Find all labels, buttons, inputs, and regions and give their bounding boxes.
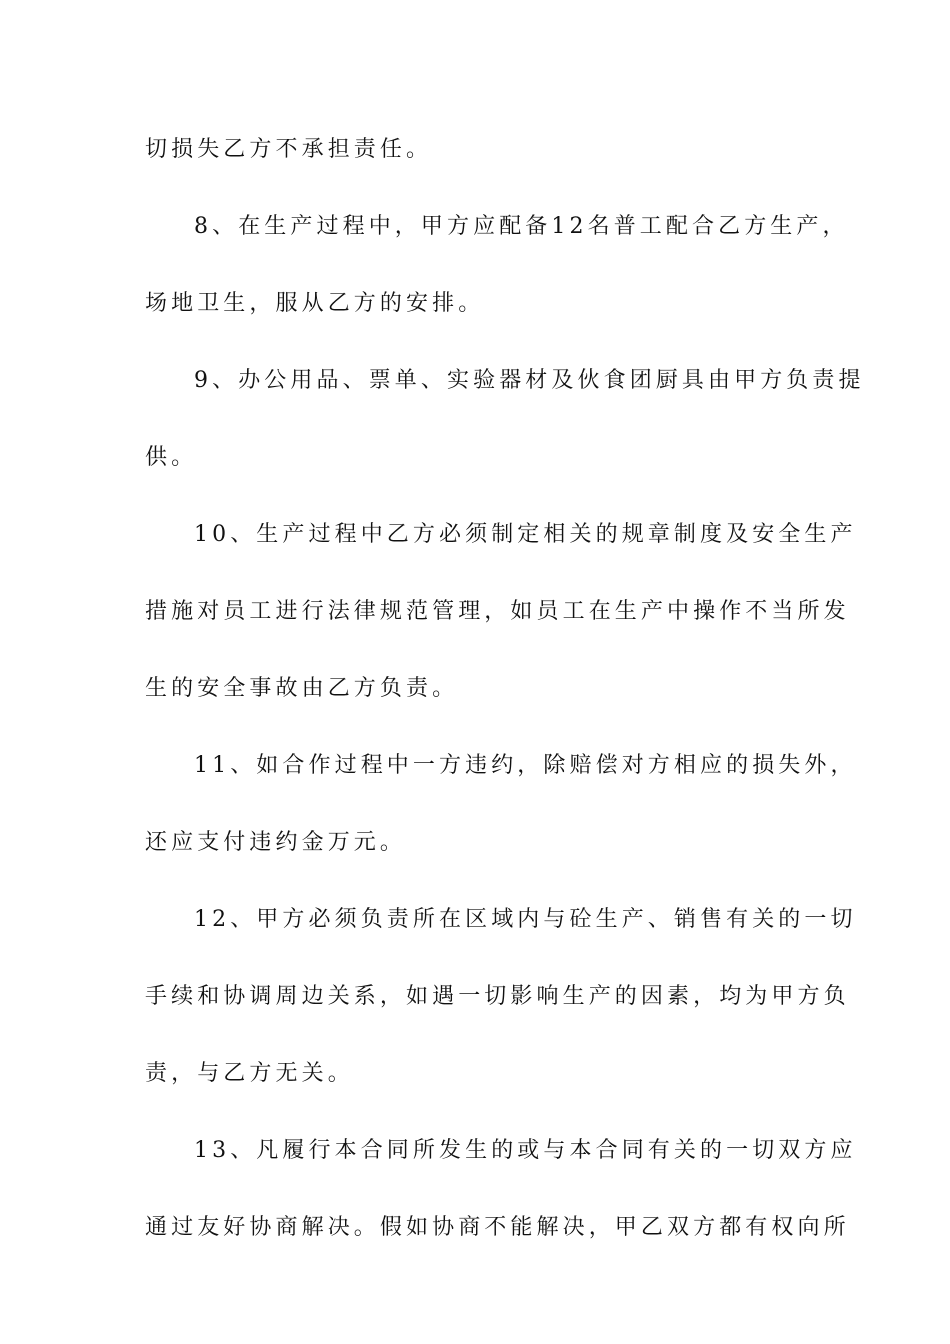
clause-12-line-1: 12、甲方必须负责所在区域内与砼生产、销售有关的一切	[194, 907, 857, 932]
clause-13-line-1: 13、凡履行本合同所发生的或与本合同有关的一切双方应	[194, 1138, 857, 1163]
clause-10-line-3: 生的安全事故由乙方负责。	[145, 676, 459, 701]
clause-11-line-1: 11、如合作过程中一方违约，除赔偿对方相应的损失外，	[194, 753, 857, 778]
clause-13-line-2: 通过友好协商解决。假如协商不能解决，甲乙双方都有权向所	[145, 1215, 850, 1240]
clause-12-line-2: 手续和协调周边关系，如遇一切影响生产的因素，均为甲方负	[145, 984, 850, 1009]
clause-9-line-2: 供。	[145, 445, 198, 470]
clause-11-line-2: 还应支付违约金万元。	[145, 830, 407, 855]
clause-10-line-1: 10、生产过程中乙方必须制定相关的规章制度及安全生产	[194, 522, 857, 547]
body-text-line: 切损失乙方不承担责任。	[145, 137, 433, 162]
clause-8-line-1: 8、在生产过程中，甲方应配备12名普工配合乙方生产，	[194, 214, 849, 239]
clause-9-line-1: 9、办公用品、票单、实验器材及伙食团厨具由甲方负责提	[194, 368, 865, 393]
clause-10-line-2: 措施对员工进行法律规范管理，如员工在生产中操作不当所发	[145, 599, 850, 624]
clause-8-line-2: 场地卫生，服从乙方的安排。	[145, 291, 485, 316]
clause-12-line-3: 责，与乙方无关。	[145, 1061, 354, 1086]
